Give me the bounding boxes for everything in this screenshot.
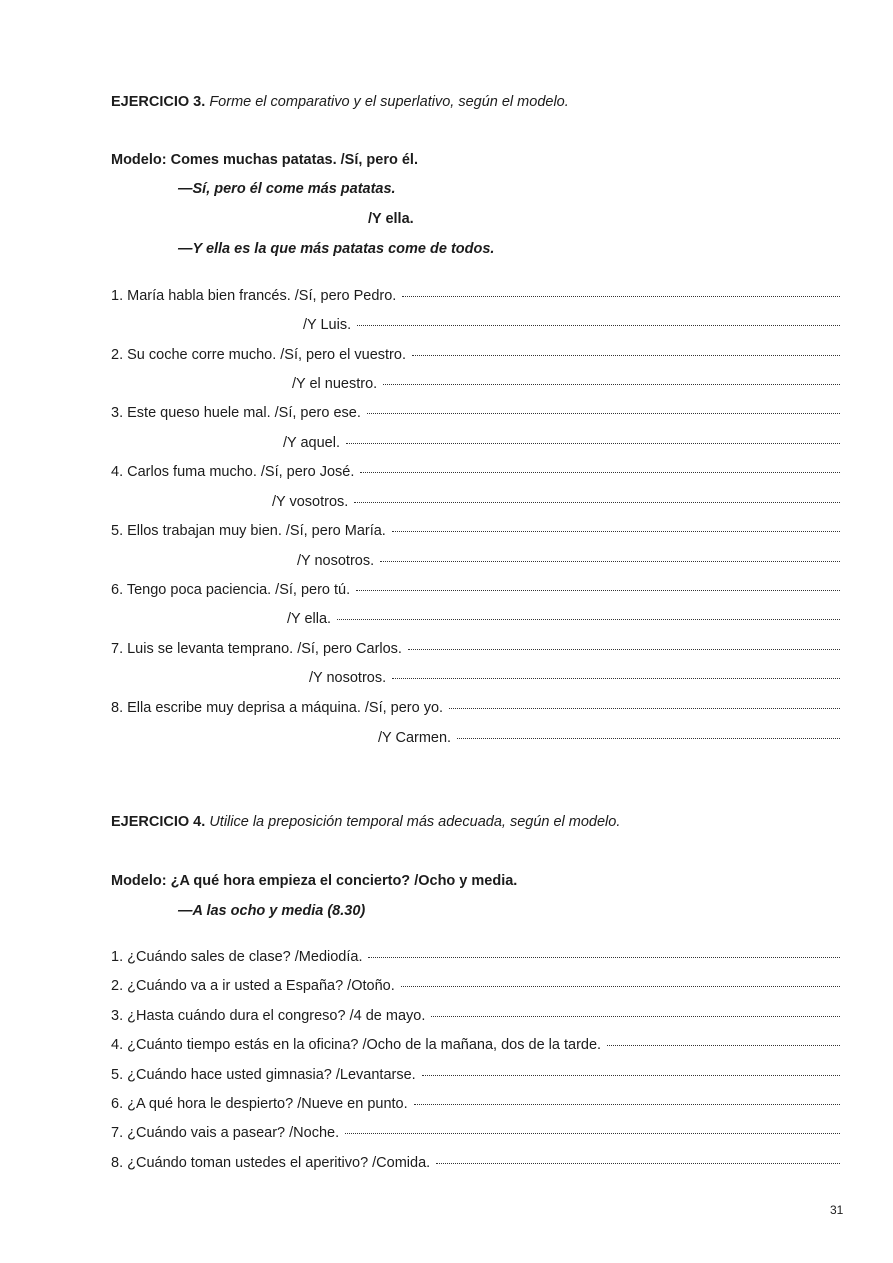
answer-line[interactable] <box>401 985 840 987</box>
exercise-3-item-5-followup <box>297 553 840 569</box>
exercise-4-item-5-sentence: 5. ¿Cuándo hace usted gimnasia? /Levantarse. <box>111 1067 416 1083</box>
exercise-3-item-7-followup <box>309 670 840 686</box>
answer-line[interactable] <box>457 737 840 739</box>
answer-line[interactable] <box>380 560 840 562</box>
answer-line[interactable] <box>449 707 840 709</box>
exercise-3-item-3-followup-text: /Y aquel. <box>283 435 340 451</box>
answer-line[interactable] <box>422 1074 840 1076</box>
exercise-4-item-3-sentence: 3. ¿Hasta cuándo dura el congreso? /4 de mayo. <box>111 1008 426 1024</box>
exercise-3-item-6-followup-text: /Y ella. <box>287 611 332 627</box>
answer-line[interactable] <box>383 383 840 385</box>
exercise-4-item-1-sentence: 1. ¿Cuándo sales de clase? /Mediodía. <box>111 949 363 965</box>
exercise-4-item-3 <box>111 1008 840 1024</box>
exercise-3-item-5 <box>111 523 840 539</box>
exercise-4-item-2-sentence: 2. ¿Cuándo va a ir usted a España? /Otoño. <box>111 978 395 994</box>
answer-line[interactable] <box>431 1015 840 1017</box>
exercise-4-title: EJERCICIO 4. <box>111 814 206 830</box>
exercise-4-item-7-sentence: 7. ¿Cuándo vais a pasear? /Noche. <box>111 1125 340 1141</box>
exercise-3-item-8 <box>111 700 840 716</box>
answer-line[interactable] <box>402 295 840 297</box>
exercise-4-item-8 <box>111 1155 840 1171</box>
exercise-3-item-3-sentence: 3. Este queso huele mal. /Sí, pero ese. <box>111 405 361 421</box>
answer-line[interactable] <box>412 354 840 356</box>
exercise-4-model-label: Modelo: ¿A qué hora empieza el concierto? /Ocho y media. <box>111 873 518 889</box>
answer-line[interactable] <box>607 1044 840 1046</box>
exercise-3-item-2-followup <box>292 376 840 392</box>
exercise-4-item-4 <box>111 1037 840 1053</box>
exercise-3-item-2-sentence: 2. Su coche corre mucho. /Sí, pero el vuestro. <box>111 347 406 363</box>
exercise-4-item-1 <box>111 949 840 965</box>
answer-line[interactable] <box>354 501 840 503</box>
page-number: 31 <box>830 1203 844 1217</box>
exercise-3-item-6-sentence: 6. Tengo poca paciencia. /Sí, pero tú. <box>111 582 351 598</box>
exercise-4-model-answer: —A las ocho y media (8.30) <box>178 903 366 919</box>
exercise-3-item-1-followup-text: /Y Luis. <box>303 317 352 333</box>
exercise-4-item-7 <box>111 1125 840 1141</box>
answer-line[interactable] <box>408 648 840 650</box>
exercise-3-heading <box>111 94 569 110</box>
answer-line[interactable] <box>367 412 840 414</box>
exercise-3-item-7-followup-text: /Y nosotros. <box>309 670 387 686</box>
exercise-4-item-5 <box>111 1067 840 1083</box>
exercise-4-item-6 <box>111 1096 840 1112</box>
exercise-3-item-4-followup <box>272 494 840 510</box>
answer-line[interactable] <box>360 471 840 473</box>
exercise-4-item-6-sentence: 6. ¿A qué hora le despierto? /Nueve en punto. <box>111 1096 408 1112</box>
answer-line[interactable] <box>337 618 840 620</box>
exercise-3-item-8-followup-text: /Y Carmen. <box>378 730 452 746</box>
exercise-4-item-2 <box>111 978 840 994</box>
exercise-3-item-1-followup <box>303 317 840 333</box>
exercise-3-item-8-sentence: 8. Ella escribe muy deprisa a máquina. /Sí, pero yo. <box>111 700 444 716</box>
exercise-4-item-8-sentence: 8. ¿Cuándo toman ustedes el aperitivo? /Comida. <box>111 1155 431 1171</box>
answer-line[interactable] <box>346 442 840 444</box>
exercise-3-item-2-followup-text: /Y el nuestro. <box>292 376 378 392</box>
exercise-3-item-5-sentence: 5. Ellos trabajan muy bien. /Sí, pero María. <box>111 523 386 539</box>
exercise-3-item-2 <box>111 347 840 363</box>
exercise-3-model-answer-2: —Y ella es la que más patatas come de todos. <box>178 241 495 257</box>
exercise-3-item-1 <box>111 288 840 304</box>
answer-line[interactable] <box>368 956 840 958</box>
answer-line[interactable] <box>392 677 840 679</box>
exercise-3-model-answer-1: —Sí, pero él come más patatas. <box>178 181 396 197</box>
exercise-3-item-6-followup <box>287 611 840 627</box>
exercise-3-item-7 <box>111 641 840 657</box>
exercise-4-item-4-sentence: 4. ¿Cuánto tiempo estás en la oficina? /Ocho de la mañana, dos de la tarde. <box>111 1037 602 1053</box>
exercise-3-item-6 <box>111 582 840 598</box>
exercise-3-item-7-sentence: 7. Luis se levanta temprano. /Sí, pero Carlos. <box>111 641 402 657</box>
answer-line[interactable] <box>357 324 840 326</box>
exercise-3-item-1-sentence: 1. María habla bien francés. /Sí, pero Pedro. <box>111 288 397 304</box>
exercise-3-item-8-followup <box>378 730 840 746</box>
answer-line[interactable] <box>392 530 840 532</box>
exercise-3-model-prompt-2: /Y ella. <box>368 211 414 227</box>
exercise-3-item-3-followup <box>283 435 840 451</box>
exercise-3-instruction: Forme el comparativo y el superlativo, según el modelo. <box>209 94 569 110</box>
exercise-4-instruction: Utilice la preposición temporal más adecuada, según el modelo. <box>209 814 621 830</box>
exercise-3-item-3 <box>111 405 840 421</box>
answer-line[interactable] <box>356 589 840 591</box>
exercise-3-model-label: Modelo: Comes muchas patatas. /Sí, pero él. <box>111 152 418 168</box>
exercise-4-heading <box>111 814 620 830</box>
exercise-3-item-4-followup-text: /Y vosotros. <box>272 494 349 510</box>
exercise-3-title: EJERCICIO 3. <box>111 94 206 110</box>
exercise-3-item-4 <box>111 464 840 480</box>
exercise-3-item-5-followup-text: /Y nosotros. <box>297 553 375 569</box>
answer-line[interactable] <box>436 1162 840 1164</box>
answer-line[interactable] <box>414 1103 840 1105</box>
exercise-3-item-4-sentence: 4. Carlos fuma mucho. /Sí, pero José. <box>111 464 355 480</box>
answer-line[interactable] <box>345 1132 840 1134</box>
